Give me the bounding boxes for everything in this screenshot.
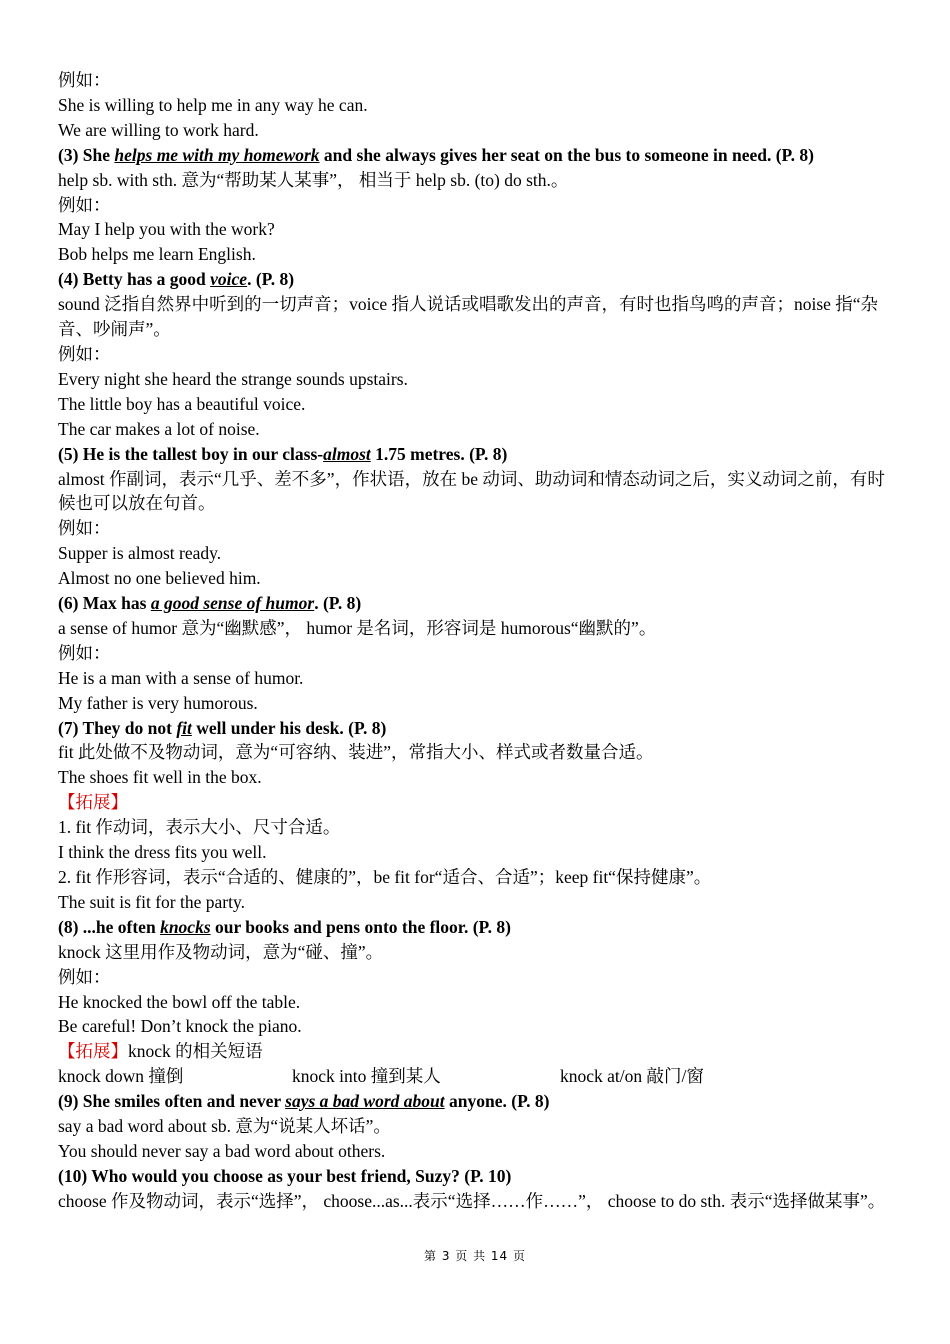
text-line: 例如： xyxy=(58,194,111,215)
example-sentence: I think the dress fits you well. xyxy=(58,842,267,863)
heading-keyword: says a bad word about xyxy=(285,1091,445,1112)
heading-text: well under his desk. (P. 8) xyxy=(191,717,387,738)
example-sentence: Bob helps me learn English. xyxy=(58,244,256,265)
explanation-text: sound 泛指自然界中听到的一切声音；voice 指人说话或唱歌发出的声音，有时也指鸟鸣的声音；noise 指“杂音、吵闹声”。 xyxy=(58,294,879,340)
example-sentence: You should never say a bad word about others. xyxy=(58,1140,386,1161)
example-sentence: The shoes fit well in the box. xyxy=(58,767,262,788)
heading-keyword: voice xyxy=(210,269,248,290)
example-sentence: The little boy has a beautiful voice. xyxy=(58,393,306,414)
text-line: 例如： xyxy=(58,343,111,364)
section-heading-8 xyxy=(58,915,894,940)
text-line: 例如： xyxy=(58,518,111,539)
text-line: 例如： xyxy=(58,70,111,90)
explanation-text: fit 此处做不及物动词，意为“可容纳、装进”，常指大小、样式或者数量合适。 xyxy=(58,742,654,763)
example-sentence: He knocked the bowl off the table. xyxy=(58,991,301,1012)
explanation-text: help sb. with sth. 意为“帮助某人某事”， 相当于 help sb. (to) do sth.。 xyxy=(58,169,569,190)
heading-text: (3) She xyxy=(58,144,115,165)
document-body xyxy=(58,68,894,1214)
section-heading-9 xyxy=(58,1089,894,1114)
example-sentence: Supper is almost ready. xyxy=(58,543,222,564)
section-heading-7 xyxy=(58,716,894,741)
heading-keyword: helps me with my homework xyxy=(114,144,320,165)
example-sentence: We are willing to work hard. xyxy=(58,119,259,140)
example-sentence: Every night she heard the strange sounds upstairs. xyxy=(58,368,408,389)
explanation-text: 2. fit 作形容词，表示“合适的、健康的”，be fit for“适合、合适”；keep fit“保持健康”。 xyxy=(58,867,712,887)
phrase-item: knock down 撞倒 xyxy=(58,1066,184,1087)
example-sentence: My father is very humorous. xyxy=(58,692,258,713)
phrase-columns xyxy=(58,1064,894,1089)
heading-keyword: a good sense of humor xyxy=(150,593,315,614)
heading-text: . (P. 8) xyxy=(247,269,295,290)
heading-keyword: fit xyxy=(176,717,192,738)
heading-text: (9) She smiles often and never xyxy=(58,1091,286,1112)
explanation-text: say a bad word about sb. 意为“说某人坏话”。 xyxy=(58,1116,391,1137)
explanation-text: choose 作及物动词，表示“选择”， choose...as...表示“选择……作……”， choose to do sth. 表示“选择做某事”。 xyxy=(58,1190,886,1211)
heading-text: and she always gives her seat on the bus to someone in need. (P. 8) xyxy=(319,144,814,165)
explanation-text: a sense of humor 意为“幽默感”， humor 是名词，形容词是 humorous“幽默的”。 xyxy=(58,617,657,638)
heading-text: our books and pens onto the floor. (P. 8) xyxy=(210,916,511,937)
extension-tag-line xyxy=(58,790,894,815)
example-sentence: The car makes a lot of noise. xyxy=(58,418,260,439)
phrase-item: knock at/on 敲门/窗 xyxy=(560,1066,704,1087)
extension-tag: 【拓展】 xyxy=(58,792,128,813)
extension-text: knock 的相关短语 xyxy=(128,1041,263,1062)
heading-text: (5) He is the tallest boy in our class- xyxy=(58,443,324,464)
text-line: 例如： xyxy=(58,642,111,663)
heading-text: (7) They do not xyxy=(58,717,177,738)
heading-text: anyone. (P. 8) xyxy=(444,1091,550,1112)
explanation-text: knock 这里用作及物动词，意为“碰、撞”。 xyxy=(58,941,384,962)
heading-text: 1.75 metres. (P. 8) xyxy=(370,443,508,464)
example-sentence: Be careful! Don’t knock the piano. xyxy=(58,1016,302,1037)
section-heading-6 xyxy=(58,591,894,616)
phrase-item: knock into 撞到某人 xyxy=(292,1066,441,1087)
heading-text: (10) Who would you choose as your best friend, Suzy? (P. 10) xyxy=(58,1165,512,1186)
section-heading-5 xyxy=(58,442,894,467)
heading-text: (6) Max has xyxy=(58,593,151,614)
section-heading-10 xyxy=(58,1164,894,1189)
heading-text: (4) Betty has a good xyxy=(58,269,211,290)
page-footer: 第 3 页 共 14 页 xyxy=(424,1249,526,1263)
extension-tag: 【拓展】 xyxy=(58,1041,128,1062)
explanation-text: almost 作副词，表示“几乎、差不多”，作状语，放在 be 动词、助动词和情态动词之后，实义动词之前，有时候也可以放在句首。 xyxy=(58,468,885,514)
text-line: 例如： xyxy=(58,966,111,987)
section-heading-3 xyxy=(58,143,894,168)
heading-text: (8) ...he often xyxy=(58,916,161,937)
heading-keyword: almost xyxy=(323,443,371,464)
explanation-text: 1. fit 作动词，表示大小、尺寸合适。 xyxy=(58,817,341,838)
extension-tag-line xyxy=(58,1039,894,1064)
heading-text: . (P. 8) xyxy=(314,593,362,614)
example-sentence: She is willing to help me in any way he can. xyxy=(58,94,368,115)
example-sentence: May I help you with the work? xyxy=(58,219,275,240)
example-sentence: Almost no one believed him. xyxy=(58,568,261,589)
heading-keyword: knocks xyxy=(160,916,211,937)
example-sentence: The suit is fit for the party. xyxy=(58,891,245,912)
section-heading-4 xyxy=(58,267,894,292)
example-sentence: He is a man with a sense of humor. xyxy=(58,667,304,688)
